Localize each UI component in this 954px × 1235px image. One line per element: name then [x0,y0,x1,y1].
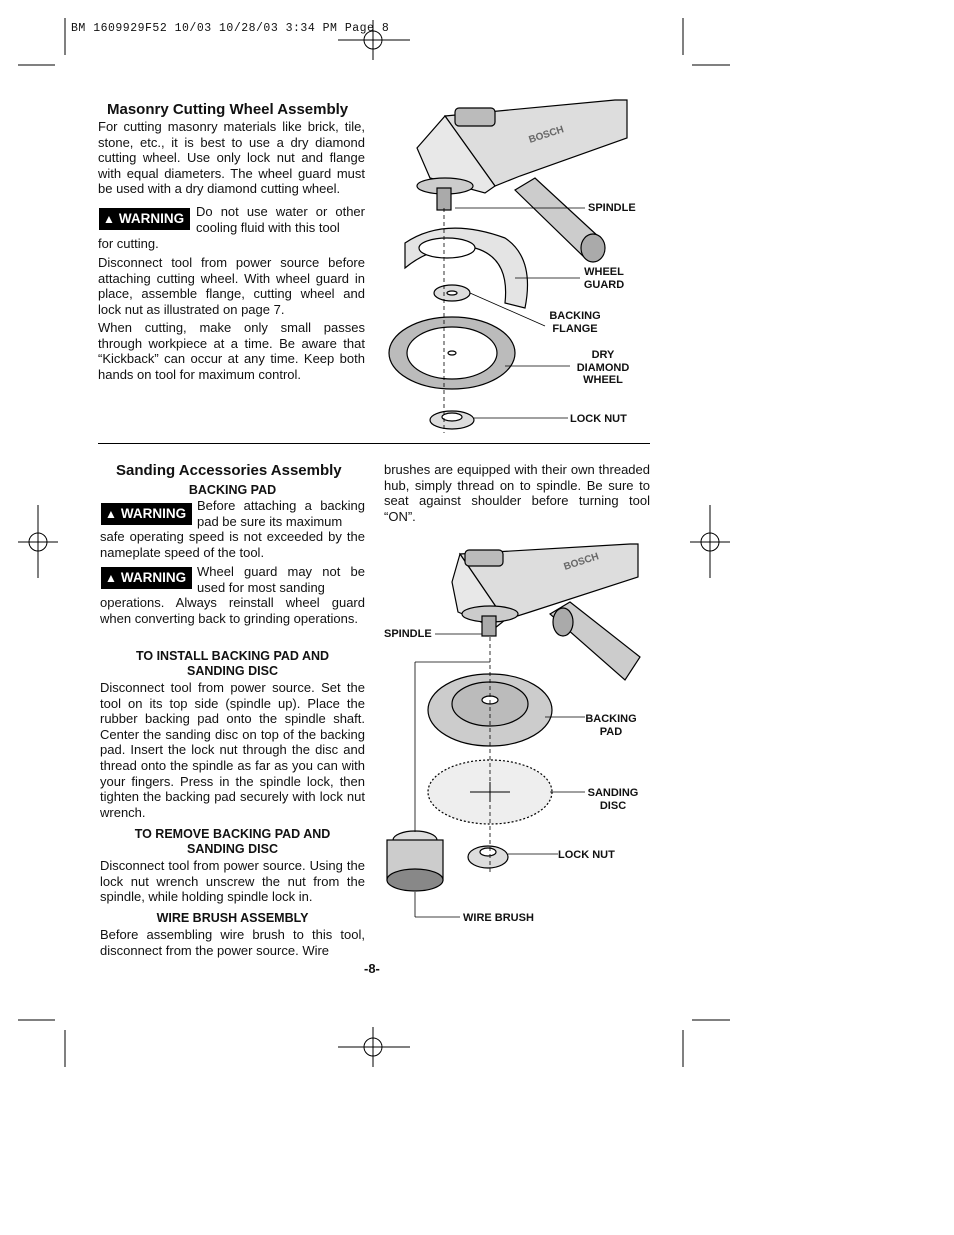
section-title-sanding: Sanding Accessories Assembly [116,462,342,479]
remove-paragraph: Disconnect tool from power source. Using the lock nut wrench unscrew the nut from the spindle, while holding spindle lock in. [100,858,365,905]
wire-brush-paragraph-cont: brushes are equipped with their own threaded hub, simply thread on to spindle. Be sure to seat against shoulder before turning tool “ON”. [384,462,650,524]
label-lock-nut: LOCK NUT [570,413,627,425]
label-wire-brush: WIRE BRUSH [463,912,534,924]
disconnect-paragraph: Disconnect tool from power source before attaching cutting wheel. With wheel guard in place, assemble flange, cutting wheel and lock nut as illustrated on page 7. [98,255,365,317]
brand-logo: BOSCH [562,551,601,573]
remove-heading: TO REMOVE BACKING PAD AND SANDING DISC [134,827,331,856]
warning-badge-1: ▲ WARNING [101,503,192,525]
page-number: -8- [364,961,380,976]
warning-2-tail: operations. Always reinstall wheel guard when converting back to grinding operations. [100,595,365,626]
label-backing-pad: BACKING PAD [585,713,637,738]
wire-brush-heading: WIRE BRUSH ASSEMBLY [156,911,309,925]
label-wheel-guard: WHEEL GUARD [583,266,625,291]
warning-text-tail: for cutting. [98,236,159,251]
warning-2-text: Wheel guard may not be used for most sanding [197,564,365,595]
warning-triangle-icon: ▲ [105,571,117,585]
wire-brush-paragraph: Before assembling wire brush to this tool, disconnect from the power source. Wire [100,927,365,958]
warning-triangle-icon: ▲ [105,507,117,521]
label-spindle: SPINDLE [588,202,636,214]
warning-text: Do not use water or other cooling fluid with this tool [196,204,365,235]
warning-1-text: Before attaching a backing pad be sure its maximum [197,498,365,529]
masonry-intro-paragraph: For cutting masonry materials like brick, tile, stone, etc., it is best to use a dry diamond cutting wheel. Use only lock nut and flange with equal diameters. The wheel guard must be used with a dry diamond cutting wheel. [98,119,365,197]
print-slug: BM 1609929F52 10/03 10/28/03 3:34 PM Page 8 [71,22,390,35]
brand-logo: BOSCH [527,124,566,146]
label-backing-flange: BACKING FLANGE [549,310,601,335]
label-lock-nut: LOCK NUT [558,849,615,861]
warning-triangle-icon: ▲ [103,212,115,226]
warning-1-tail: safe operating speed is not exceeded by the nameplate speed of the tool. [100,529,365,560]
kickback-paragraph: When cutting, make only small passes through workpiece at a time. Be aware that “Kickback” can occur at any time. Keep both hands on tool for maximum control. [98,320,365,382]
install-paragraph: Disconnect tool from power source. Set the tool on its top side (spindle up). Place the rubber backing pad onto the spindle shaft. Center the sanding disc on top of the backing pad. Insert the lock nut through the disc and thread onto the spindle as far as you can with your fingers. Press in the spindle lock, then tighten the backing pad securely with lock nut wrench. [100,680,365,820]
label-spindle: SPINDLE [384,628,432,640]
label-dry-diamond-wheel: DRY DIAMOND WHEEL [576,349,630,386]
warning-badge-2: ▲ WARNING [101,567,192,589]
warning-badge: ▲ WARNING [99,208,190,230]
section-divider [98,443,650,444]
label-sanding-disc: SANDING DISC [587,787,639,812]
install-heading: TO INSTALL BACKING PAD AND SANDING DISC [135,649,330,678]
section-title-masonry: Masonry Cutting Wheel Assembly [107,101,349,118]
backing-pad-heading: BACKING PAD [188,483,277,497]
